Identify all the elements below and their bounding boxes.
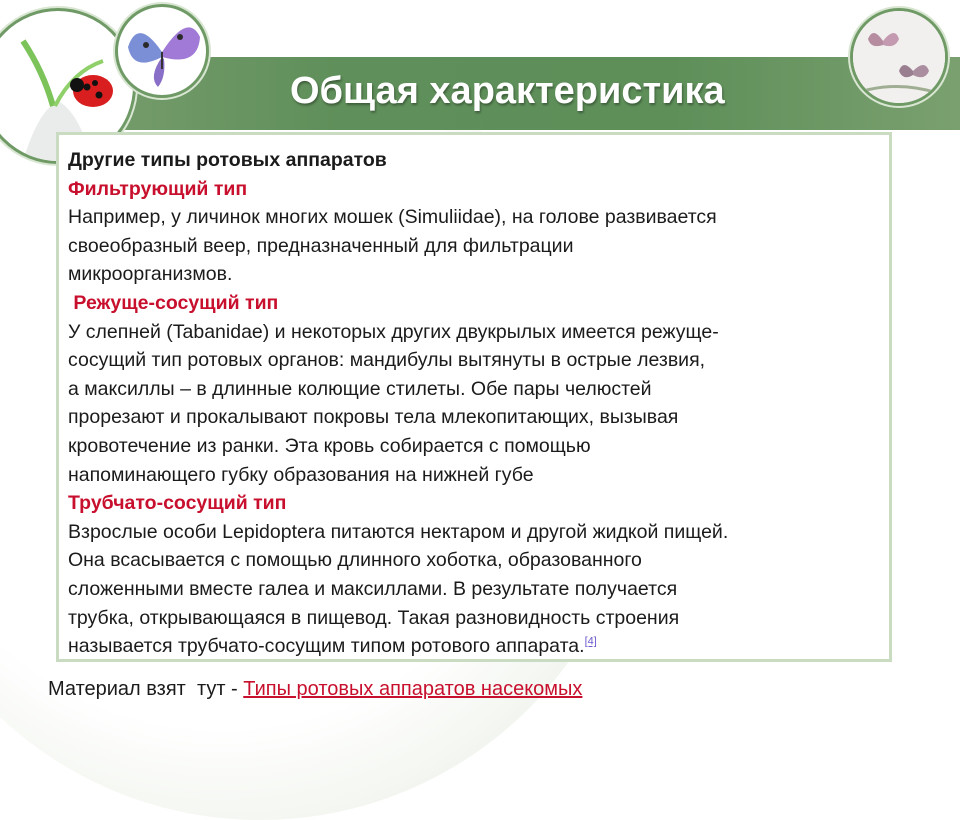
section-line: своеобразный веер, предназначенный для фильтрации [68, 234, 574, 257]
slide-title: Общая характеристика [290, 70, 725, 112]
footer-prefix: Материал взят тут - [48, 678, 244, 700]
section-line: У слепней (Tabanidae) и некоторых других двукрылых имеется режуще- [68, 320, 719, 343]
section-title-tubular-sucking: Трубчато-сосущий тип [68, 492, 287, 515]
section-line: Например, у личинок многих мошек (Simuliidae), на голове развивается [68, 206, 717, 229]
section-line: трубка, открывающаяся в пищевод. Такая разновидность строения [68, 606, 680, 629]
section-line: сосущий тип ротовых органов: мандибулы вытянуты в острые лезвия, [68, 349, 706, 372]
section-line: кровотечение из ранки. Эта кровь собирается с помощью [68, 434, 591, 457]
section-line: а максиллы – в длинные колющие стилеты. Обе пары челюстей [68, 377, 652, 400]
section-title-filtering: Фильтрующий тип [68, 177, 248, 200]
content-text [68, 146, 888, 661]
section-line: Она всасывается с помощью длинного хоботка, образованного [68, 549, 642, 572]
section-line-last [68, 632, 888, 661]
section-line: Взрослые особи Lepidoptera питаются нектаром и другой жидкой пищей. [68, 520, 729, 543]
section-line: напоминающего губку образования на нижней губе [68, 463, 534, 486]
source-footer [48, 678, 582, 701]
butterflies-sketch-image [850, 8, 948, 106]
section-title-cutting-sucking: Режуще-сосущий тип [68, 291, 279, 314]
butterfly-image [115, 4, 209, 98]
content-heading: Другие типы ротовых аппаратов [68, 149, 387, 171]
section-line: прорезают и прокалывают покровы тела млекопитающих, вызывая [68, 406, 679, 429]
section-line: микроорганизмов. [68, 263, 233, 286]
source-link[interactable]: Типы ротовых аппаратов насекомых [243, 678, 583, 700]
reference-link[interactable]: [4] [584, 635, 597, 648]
section-line-text: называется трубчато-сосущим типом ротового аппарата. [68, 635, 585, 658]
section-line: сложенными вместе галеа и максиллами. В результате получается [68, 577, 678, 600]
